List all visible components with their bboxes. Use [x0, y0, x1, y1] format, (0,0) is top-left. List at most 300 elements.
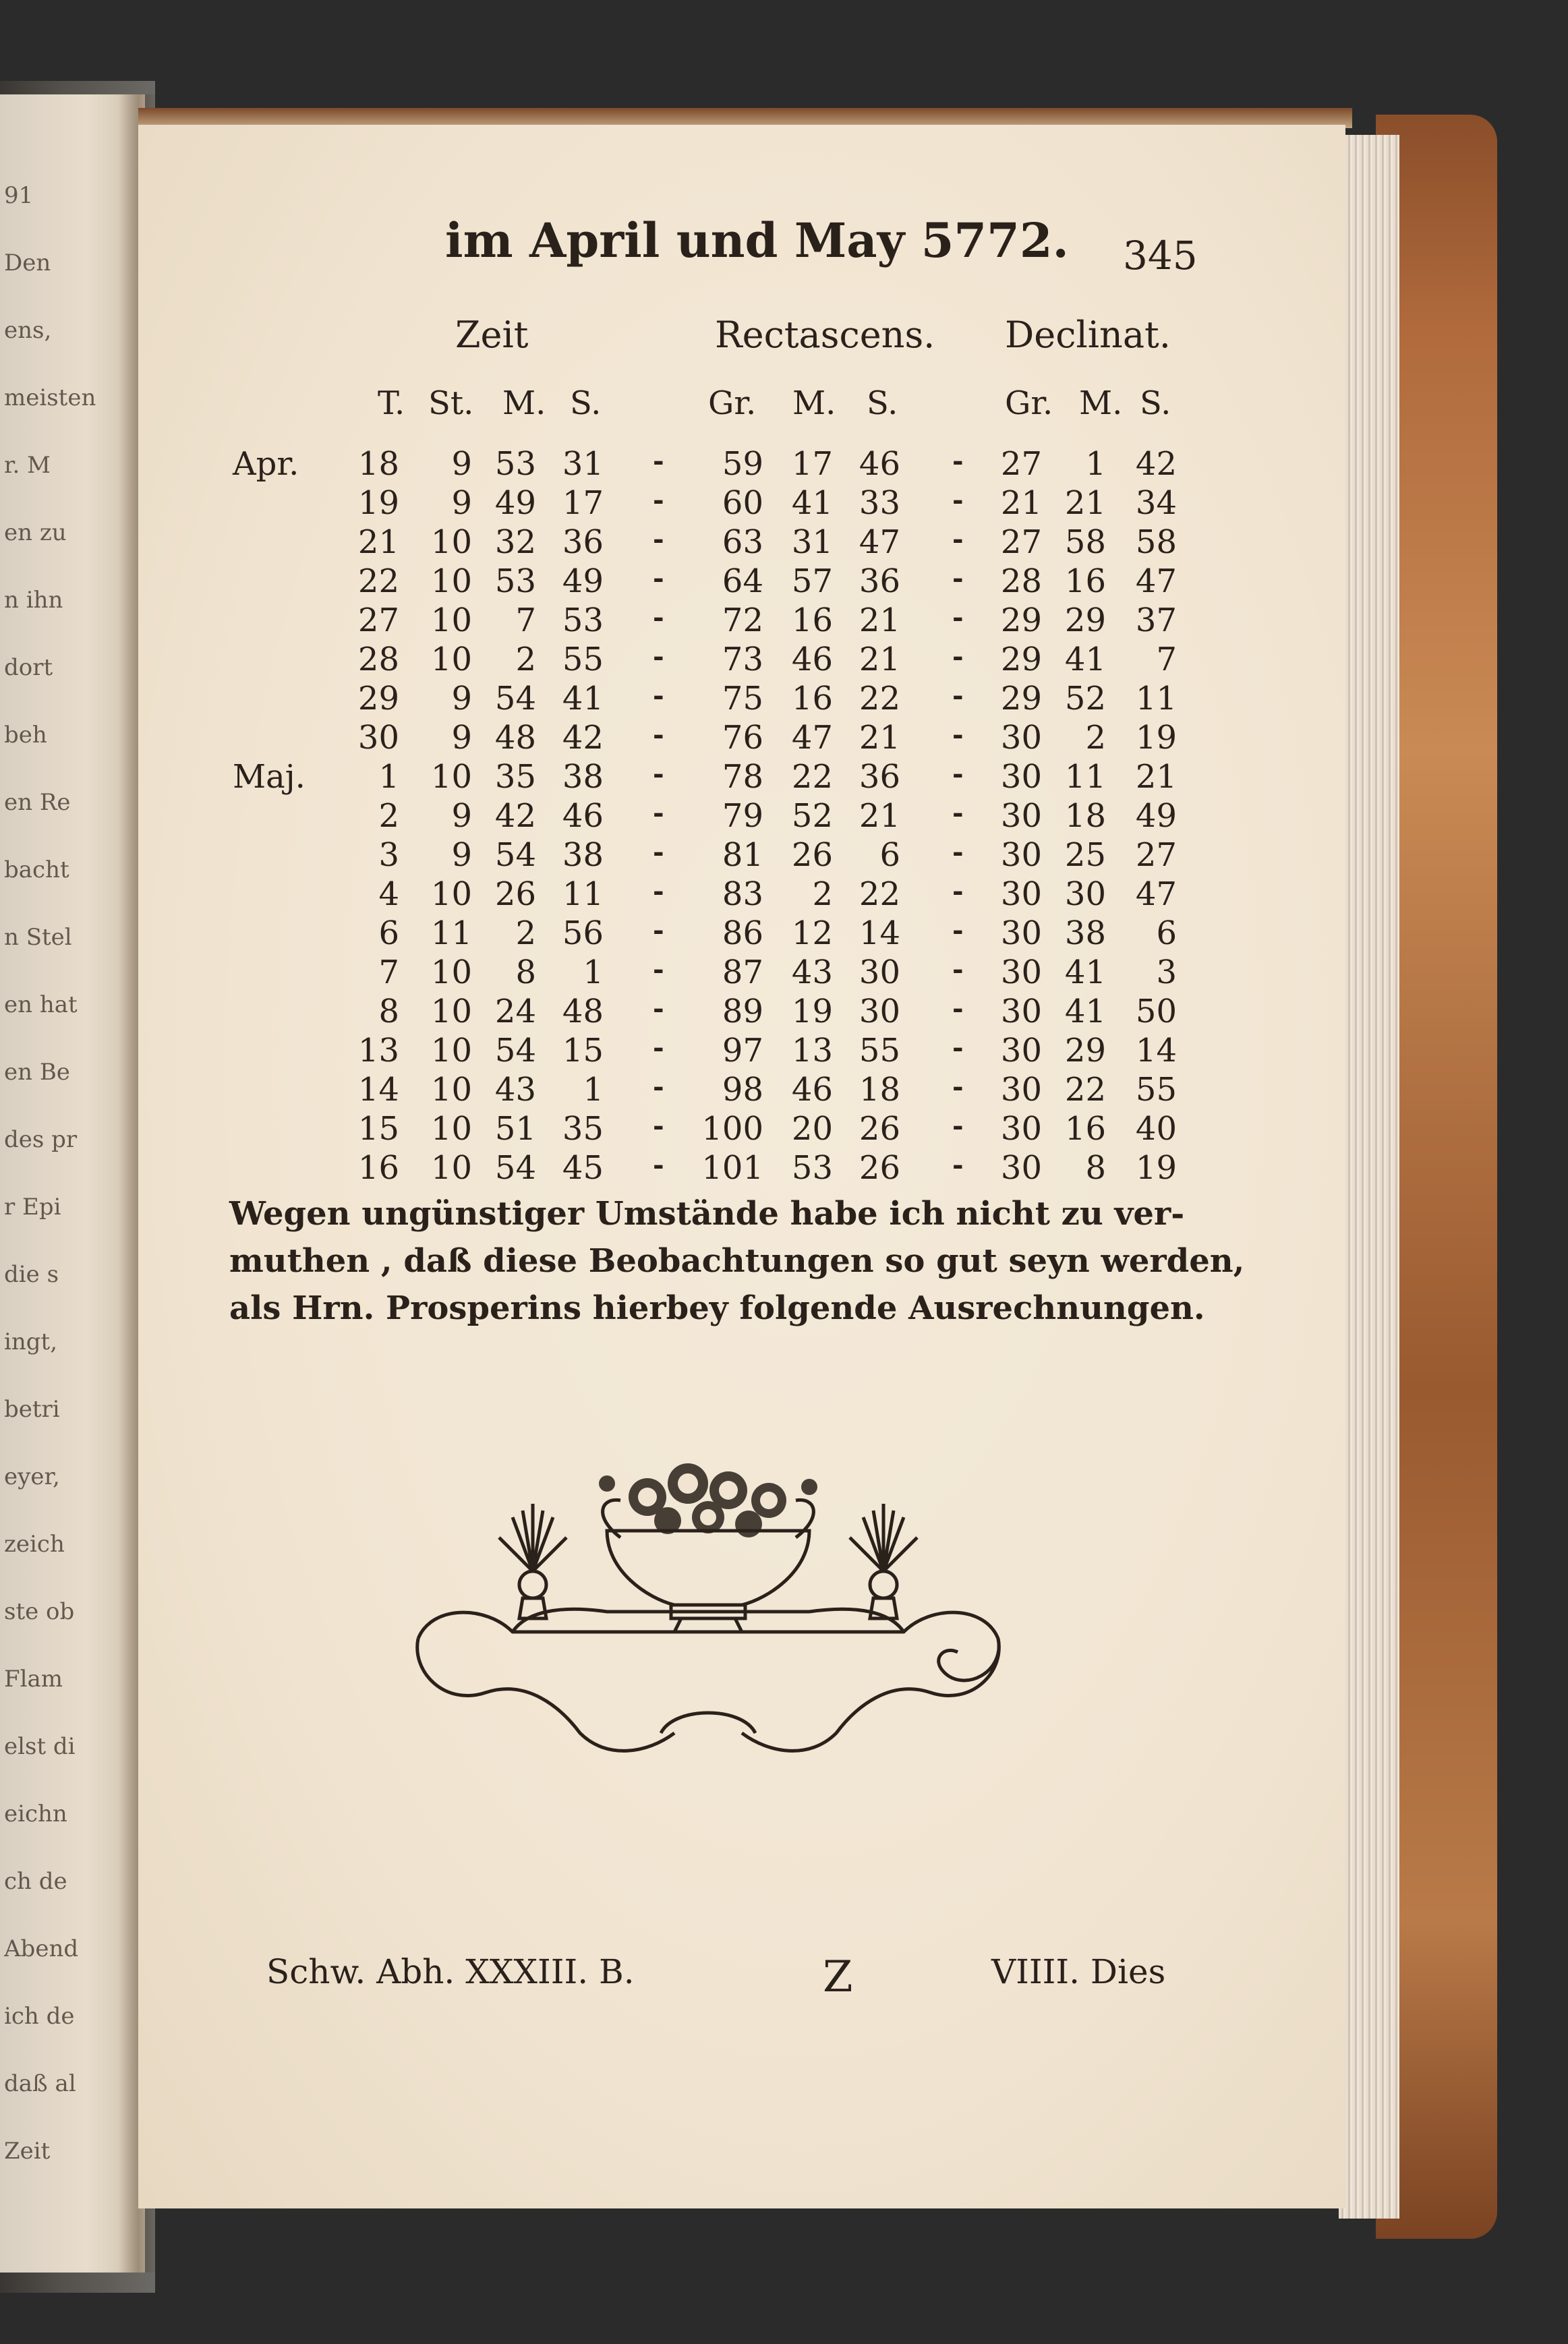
- cell-st: 10: [430, 954, 472, 991]
- cell-rg: 59: [722, 445, 763, 483]
- cell-rs: 21: [859, 641, 900, 678]
- cell-st: 10: [430, 1110, 472, 1148]
- left-page-text-fragment: n Stel: [4, 924, 72, 951]
- cell-t: 21: [357, 523, 399, 561]
- cell-rg: 75: [722, 680, 763, 717]
- cell-rm: 12: [791, 914, 833, 952]
- column-separator-dash: -: [952, 875, 964, 907]
- cell-dm: 16: [1064, 562, 1106, 600]
- left-page-text-fragment: 91: [4, 182, 34, 209]
- column-separator-dash: -: [653, 875, 664, 907]
- subheader-decl-s: S.: [1140, 384, 1171, 422]
- table-row: [0, 836, 1568, 875]
- column-separator-dash: -: [952, 445, 964, 477]
- cell-m: 32: [494, 523, 536, 561]
- left-page-text-fragment: ch de: [4, 1868, 67, 1895]
- cell-ds: 47: [1135, 562, 1177, 600]
- column-separator-dash: -: [653, 562, 664, 594]
- cell-m: 35: [494, 758, 536, 796]
- cell-t: 29: [357, 680, 399, 717]
- cell-s: 56: [562, 914, 604, 952]
- left-page-text-fragment: dort: [4, 654, 53, 681]
- cell-rm: 16: [791, 602, 833, 639]
- month-label: Apr.: [233, 445, 299, 483]
- cell-rm: 17: [791, 445, 833, 483]
- table-row: [0, 445, 1568, 484]
- cell-rs: 21: [859, 602, 900, 639]
- cell-ds: 11: [1135, 680, 1177, 717]
- left-page-text-fragment: Zeit: [4, 2138, 51, 2165]
- left-page-text-fragment: en hat: [4, 991, 78, 1018]
- cell-ds: 49: [1135, 797, 1177, 835]
- cell-rm: 31: [791, 523, 833, 561]
- cell-dg: 29: [1000, 641, 1042, 678]
- cell-rm: 26: [791, 836, 833, 874]
- left-page-text-fragment: betri: [4, 1396, 60, 1423]
- cell-st: 10: [430, 523, 472, 561]
- cell-rs: 33: [859, 484, 900, 522]
- cell-m: 2: [515, 914, 536, 952]
- cell-dg: 27: [1000, 523, 1042, 561]
- cell-rs: 36: [859, 758, 900, 796]
- cell-s: 38: [562, 758, 604, 796]
- cell-dg: 30: [1000, 1149, 1042, 1187]
- left-page-text-fragment: ich de: [4, 2003, 75, 2030]
- cell-dg: 29: [1000, 680, 1042, 717]
- table-row: [0, 954, 1568, 993]
- column-separator-dash: -: [653, 954, 664, 985]
- table-row: [0, 1149, 1568, 1188]
- cell-m: 8: [515, 954, 536, 991]
- cell-s: 46: [562, 797, 604, 835]
- cell-dm: 58: [1064, 523, 1106, 561]
- left-page-text-fragment: en Be: [4, 1059, 70, 1086]
- cell-rs: 21: [859, 719, 900, 757]
- cell-m: 54: [494, 1032, 536, 1070]
- cell-rg: 101: [701, 1149, 763, 1187]
- cell-rg: 76: [722, 719, 763, 757]
- left-page-text-fragment: r. M: [4, 452, 51, 479]
- cell-m: 51: [494, 1110, 536, 1148]
- left-page-text-fragment: die s: [4, 1261, 59, 1288]
- cell-dg: 30: [1000, 954, 1042, 991]
- left-page-text-fragment: r Epi: [4, 1194, 61, 1221]
- column-separator-dash: -: [653, 993, 664, 1024]
- cell-s: 41: [562, 680, 604, 717]
- column-separator-dash: -: [952, 523, 964, 555]
- cell-st: 10: [430, 1032, 472, 1070]
- cell-t: 16: [357, 1149, 399, 1187]
- cell-rm: 22: [791, 758, 833, 796]
- cell-t: 27: [357, 602, 399, 639]
- subheader-st: St.: [428, 384, 474, 422]
- cell-ds: 34: [1135, 484, 1177, 522]
- cell-s: 49: [562, 562, 604, 600]
- column-separator-dash: -: [653, 1110, 664, 1142]
- subheader-decl-gr: Gr.: [1005, 384, 1053, 422]
- cell-ds: 6: [1156, 914, 1177, 952]
- cell-st: 10: [430, 1149, 472, 1187]
- column-separator-dash: -: [653, 797, 664, 829]
- group-header-declinat: Declinat.: [1005, 314, 1171, 356]
- cell-t: 15: [357, 1110, 399, 1148]
- subheader-t: T.: [378, 384, 405, 422]
- cell-st: 9: [451, 797, 472, 835]
- column-separator-dash: -: [952, 914, 964, 946]
- left-page-text-fragment: daß al: [4, 2070, 76, 2097]
- cell-rg: 60: [722, 484, 763, 522]
- column-separator-dash: -: [653, 680, 664, 711]
- cell-st: 10: [430, 1071, 472, 1109]
- subheader-rect-m: M.: [792, 384, 836, 422]
- cell-t: 8: [378, 993, 399, 1030]
- cell-m: 24: [494, 993, 536, 1030]
- body-paragraph: [229, 1190, 1245, 1332]
- cell-s: 55: [562, 641, 604, 678]
- cell-s: 45: [562, 1149, 604, 1187]
- cell-rg: 72: [722, 602, 763, 639]
- subheader-rect-gr: Gr.: [708, 384, 757, 422]
- left-page-text-fragment: n ihn: [4, 587, 63, 614]
- cell-dm: 16: [1064, 1110, 1106, 1148]
- table-row: [0, 680, 1568, 719]
- cell-dm: 1: [1085, 445, 1106, 483]
- cell-rs: 46: [859, 445, 900, 483]
- cell-s: 1: [583, 1071, 604, 1109]
- left-page-text-fragment: elst di: [4, 1733, 76, 1760]
- cell-dm: 41: [1064, 641, 1106, 678]
- cell-st: 9: [451, 836, 472, 874]
- cell-rs: 47: [859, 523, 900, 561]
- cell-ds: 19: [1135, 719, 1177, 757]
- cell-rg: 100: [701, 1110, 763, 1148]
- table-row: [0, 641, 1568, 680]
- cell-dg: 30: [1000, 875, 1042, 913]
- cell-st: 10: [430, 602, 472, 639]
- cell-t: 13: [357, 1032, 399, 1070]
- cell-dm: 52: [1064, 680, 1106, 717]
- cell-m: 54: [494, 1149, 536, 1187]
- cell-m: 7: [515, 602, 536, 639]
- cell-ds: 21: [1135, 758, 1177, 796]
- cell-ds: 19: [1135, 1149, 1177, 1187]
- cell-s: 15: [562, 1032, 604, 1070]
- table-row: [0, 484, 1568, 523]
- column-separator-dash: -: [653, 758, 664, 790]
- cell-rg: 63: [722, 523, 763, 561]
- cell-ds: 14: [1135, 1032, 1177, 1070]
- cell-rg: 87: [722, 954, 763, 991]
- cell-rm: 46: [791, 1071, 833, 1109]
- cell-rm: 16: [791, 680, 833, 717]
- cell-t: 22: [357, 562, 399, 600]
- column-separator-dash: -: [653, 836, 664, 868]
- cell-dg: 30: [1000, 758, 1042, 796]
- cell-s: 38: [562, 836, 604, 874]
- cell-ds: 37: [1135, 602, 1177, 639]
- cell-st: 10: [430, 562, 472, 600]
- cell-m: 48: [494, 719, 536, 757]
- cell-rm: 52: [791, 797, 833, 835]
- column-separator-dash: -: [653, 602, 664, 633]
- cell-dg: 30: [1000, 1071, 1042, 1109]
- column-separator-dash: -: [952, 562, 964, 594]
- paragraph-line: Wegen ungünstiger Umstände habe ich nicht zu ver-: [229, 1195, 1185, 1233]
- cell-m: 2: [515, 641, 536, 678]
- cell-dm: 2: [1085, 719, 1106, 757]
- left-page-text-fragment: ste ob: [4, 1598, 75, 1625]
- cell-rs: 55: [859, 1032, 900, 1070]
- left-page-text-fragment: des pr: [4, 1126, 78, 1153]
- cell-rs: 30: [859, 993, 900, 1030]
- column-separator-dash: -: [653, 1032, 664, 1063]
- cell-dg: 30: [1000, 1032, 1042, 1070]
- cell-st: 11: [430, 914, 472, 952]
- group-header-zeit: Zeit: [455, 314, 529, 356]
- cell-m: 42: [494, 797, 536, 835]
- column-separator-dash: -: [653, 484, 664, 516]
- month-label: Maj.: [233, 758, 306, 796]
- table-row: [0, 914, 1568, 954]
- cell-st: 10: [430, 875, 472, 913]
- cell-rg: 98: [722, 1071, 763, 1109]
- cell-t: 4: [378, 875, 399, 913]
- cell-ds: 40: [1135, 1110, 1177, 1148]
- cell-rg: 78: [722, 758, 763, 796]
- group-header-rectascens: Rectascens.: [715, 314, 935, 356]
- cell-t: 2: [378, 797, 399, 835]
- column-separator-dash: -: [653, 641, 664, 672]
- cell-rm: 57: [791, 562, 833, 600]
- table-row: [0, 1032, 1568, 1071]
- cell-dm: 25: [1064, 836, 1106, 874]
- cell-rm: 13: [791, 1032, 833, 1070]
- column-separator-dash: -: [653, 523, 664, 555]
- cell-s: 17: [562, 484, 604, 522]
- cell-t: 6: [378, 914, 399, 952]
- cell-dm: 41: [1064, 993, 1106, 1030]
- cell-m: 53: [494, 445, 536, 483]
- cell-ds: 58: [1135, 523, 1177, 561]
- cell-rs: 36: [859, 562, 900, 600]
- cell-st: 9: [451, 484, 472, 522]
- cell-t: 19: [357, 484, 399, 522]
- cell-rm: 46: [791, 641, 833, 678]
- cell-s: 1: [583, 954, 604, 991]
- column-separator-dash: -: [653, 445, 664, 477]
- column-separator-dash: -: [952, 797, 964, 829]
- cell-ds: 50: [1135, 993, 1177, 1030]
- cell-rm: 43: [791, 954, 833, 991]
- cell-dm: 18: [1064, 797, 1106, 835]
- cell-dg: 27: [1000, 445, 1042, 483]
- column-separator-dash: -: [952, 680, 964, 711]
- cell-m: 53: [494, 562, 536, 600]
- cell-t: 1: [378, 758, 399, 796]
- cell-t: 7: [378, 954, 399, 991]
- left-page-text-fragment: meisten: [4, 384, 96, 411]
- left-page-text-fragment: Den: [4, 250, 51, 276]
- cell-dg: 30: [1000, 719, 1042, 757]
- cell-ds: 7: [1156, 641, 1177, 678]
- cell-rs: 26: [859, 1110, 900, 1148]
- cell-ds: 27: [1135, 836, 1177, 874]
- left-page-text-fragment: ingt,: [4, 1328, 58, 1355]
- cell-rs: 26: [859, 1149, 900, 1187]
- subheader-s: S.: [570, 384, 602, 422]
- cell-s: 36: [562, 523, 604, 561]
- cell-dg: 29: [1000, 602, 1042, 639]
- paragraph-line: muthen , daß diese Beobachtungen so gut seyn werden,: [229, 1242, 1245, 1280]
- cell-rg: 89: [722, 993, 763, 1030]
- cell-rs: 6: [879, 836, 900, 874]
- cell-m: 54: [494, 836, 536, 874]
- cell-dg: 30: [1000, 836, 1042, 874]
- cell-dg: 30: [1000, 797, 1042, 835]
- cell-rg: 86: [722, 914, 763, 952]
- left-page-text-fragment: bacht: [4, 856, 69, 883]
- cell-dm: 11: [1064, 758, 1106, 796]
- running-head: im April und May 5772.: [445, 212, 1069, 268]
- left-page-text-fragment: beh: [4, 722, 47, 749]
- cell-dm: 29: [1064, 1032, 1106, 1070]
- left-page-text-fragment: eichn: [4, 1800, 67, 1827]
- left-page-text-fragment: en zu: [4, 519, 67, 546]
- left-page-text-fragment: zeich: [4, 1531, 65, 1558]
- cell-dm: 8: [1085, 1149, 1106, 1187]
- cell-st: 10: [430, 758, 472, 796]
- cell-ds: 42: [1135, 445, 1177, 483]
- cell-rg: 79: [722, 797, 763, 835]
- cell-rm: 53: [791, 1149, 833, 1187]
- cell-rg: 81: [722, 836, 763, 874]
- table-row: [0, 562, 1568, 602]
- cell-rs: 22: [859, 875, 900, 913]
- cell-s: 35: [562, 1110, 604, 1148]
- cell-t: 18: [357, 445, 399, 483]
- cell-t: 28: [357, 641, 399, 678]
- cell-s: 42: [562, 719, 604, 757]
- cell-t: 3: [378, 836, 399, 874]
- left-page-text-fragment: Abend: [4, 1935, 79, 1962]
- cell-rs: 21: [859, 797, 900, 835]
- column-separator-dash: -: [952, 602, 964, 633]
- cell-rg: 64: [722, 562, 763, 600]
- left-page-text-fragment: Flam: [4, 1666, 63, 1693]
- cell-rm: 2: [812, 875, 833, 913]
- cell-dg: 28: [1000, 562, 1042, 600]
- cell-rs: 14: [859, 914, 900, 952]
- cell-dm: 41: [1064, 954, 1106, 991]
- cell-st: 9: [451, 719, 472, 757]
- column-separator-dash: -: [952, 1032, 964, 1063]
- table-row: [0, 523, 1568, 562]
- table-row: [0, 993, 1568, 1032]
- cell-dg: 30: [1000, 914, 1042, 952]
- cell-dm: 30: [1064, 875, 1106, 913]
- cell-rg: 83: [722, 875, 763, 913]
- cell-dm: 38: [1064, 914, 1106, 952]
- column-separator-dash: -: [653, 719, 664, 751]
- column-separator-dash: -: [952, 484, 964, 516]
- table-row: [0, 1071, 1568, 1110]
- column-separator-dash: -: [952, 758, 964, 790]
- paragraph-line: als Hrn. Prosperins hierbey folgende Ausrechnungen.: [229, 1289, 1205, 1327]
- left-page-text-fragment: en Re: [4, 789, 71, 816]
- cell-rs: 22: [859, 680, 900, 717]
- cell-dg: 30: [1000, 993, 1042, 1030]
- column-separator-dash: -: [952, 836, 964, 868]
- cell-m: 26: [494, 875, 536, 913]
- cell-rm: 19: [791, 993, 833, 1030]
- subheader-rect-s: S.: [867, 384, 898, 422]
- cell-ds: 3: [1156, 954, 1177, 991]
- cell-dm: 21: [1064, 484, 1106, 522]
- page-number: 345: [1123, 233, 1198, 279]
- cell-st: 9: [451, 680, 472, 717]
- table-row: [0, 602, 1568, 641]
- cell-rs: 18: [859, 1071, 900, 1109]
- subheader-decl-m: M.: [1079, 384, 1123, 422]
- cell-dm: 22: [1064, 1071, 1106, 1109]
- cell-s: 48: [562, 993, 604, 1030]
- cell-rg: 97: [722, 1032, 763, 1070]
- cell-t: 30: [357, 719, 399, 757]
- cell-rm: 41: [791, 484, 833, 522]
- cell-dg: 21: [1000, 484, 1042, 522]
- cell-st: 10: [430, 641, 472, 678]
- column-separator-dash: -: [653, 914, 664, 946]
- cell-dg: 30: [1000, 1110, 1042, 1148]
- column-separator-dash: -: [952, 719, 964, 751]
- column-separator-dash: -: [952, 641, 964, 672]
- column-separator-dash: -: [653, 1071, 664, 1103]
- column-separator-dash: -: [653, 1149, 664, 1181]
- cell-rs: 30: [859, 954, 900, 991]
- cell-rm: 20: [791, 1110, 833, 1148]
- vase-ornament: [405, 1436, 1012, 1787]
- column-separator-dash: -: [952, 1149, 964, 1181]
- cell-s: 31: [562, 445, 604, 483]
- cell-ds: 55: [1135, 1071, 1177, 1109]
- cell-s: 11: [562, 875, 604, 913]
- cell-t: 14: [357, 1071, 399, 1109]
- catchword: VIIII. Dies: [991, 1952, 1166, 1991]
- left-page-text-fragment: ens,: [4, 317, 52, 344]
- cell-m: 43: [494, 1071, 536, 1109]
- column-separator-dash: -: [952, 993, 964, 1024]
- left-page-text-fragment: eyer,: [4, 1463, 60, 1490]
- table-row: [0, 875, 1568, 914]
- cell-m: 49: [494, 484, 536, 522]
- column-separator-dash: -: [952, 954, 964, 985]
- cell-st: 9: [451, 445, 472, 483]
- sheet-mark: Z: [823, 1952, 853, 2002]
- cell-s: 53: [562, 602, 604, 639]
- cell-st: 10: [430, 993, 472, 1030]
- column-separator-dash: -: [952, 1110, 964, 1142]
- cell-ds: 47: [1135, 875, 1177, 913]
- cell-rm: 47: [791, 719, 833, 757]
- cell-dm: 29: [1064, 602, 1106, 639]
- table-row: [0, 797, 1568, 836]
- column-separator-dash: -: [952, 1071, 964, 1103]
- table-row: [0, 1110, 1568, 1149]
- table-row: [0, 719, 1568, 758]
- cell-m: 54: [494, 680, 536, 717]
- table-row: [0, 758, 1568, 797]
- signature-mark: Schw. Abh. XXXIII. B.: [266, 1952, 635, 1991]
